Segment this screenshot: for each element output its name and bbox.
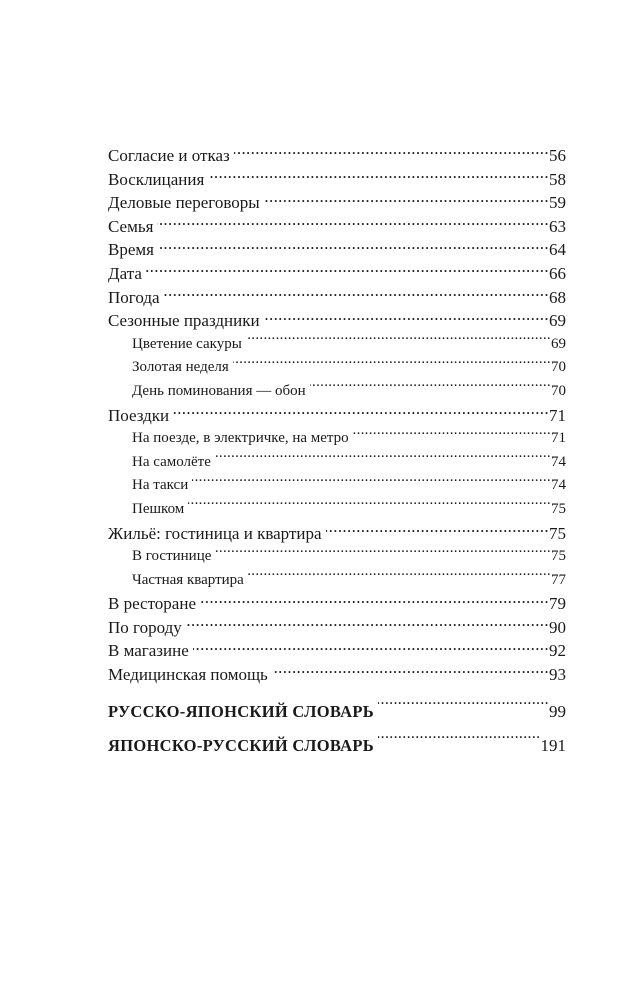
toc-subentry-row: [108, 427, 566, 451]
toc-entry-page-number: 68: [549, 287, 566, 307]
toc-major-entry-row: [108, 695, 566, 729]
toc-entry-title: Семья: [108, 216, 154, 236]
toc-major-list: [108, 695, 566, 763]
dot-leader: [164, 286, 549, 303]
toc-entry-page-number: 92: [549, 641, 566, 661]
dot-leader: [208, 168, 549, 185]
toc-entry-row: [108, 168, 566, 192]
dot-leader: [272, 663, 549, 680]
toc-subentry-row: [108, 498, 566, 522]
toc-entry-row: [108, 286, 566, 310]
toc-entry-row: [108, 639, 566, 663]
toc-entry-page-number: 69: [549, 311, 566, 331]
toc-entry-page-number: 58: [549, 169, 566, 189]
dot-leader: [188, 498, 551, 513]
toc-entry-title: Медицинская помощь: [108, 665, 268, 685]
dot-leader: [248, 569, 551, 584]
toc-entry-title: Восклицания: [108, 169, 205, 189]
toc-subentry-page-number: 71: [551, 430, 566, 447]
toc-subentry-page-number: 75: [551, 548, 566, 565]
toc-entry-title: Погода: [108, 287, 160, 307]
toc-entry-title: Сезонные праздники: [108, 311, 260, 331]
dot-leader: [173, 404, 549, 421]
toc-subentry-row: [108, 569, 566, 593]
toc-subentry-title: Пешком: [132, 500, 185, 517]
toc-entry-title: Жильё: гостиница и квартира: [108, 523, 322, 543]
toc-subentry-title: На такси: [132, 477, 189, 494]
toc-entry-title: Дата: [108, 263, 142, 283]
toc-entry-page-number: 90: [549, 617, 566, 637]
toc-entry-page-number: 71: [549, 405, 566, 425]
toc-entry-row: [108, 522, 566, 546]
dot-leader: [310, 380, 551, 395]
toc-entries-list: [108, 144, 566, 687]
toc-entry-row: [108, 191, 566, 215]
toc-subentry-title: Цветение сакуры: [132, 335, 242, 352]
toc-entry-row: [108, 215, 566, 239]
toc-subentry-row: [108, 380, 566, 404]
toc-subentry-title: Золотая неделя: [132, 359, 229, 376]
toc-subentry-title: Частная квартира: [132, 571, 244, 588]
dot-leader: [146, 262, 549, 279]
toc-entry-title: Время: [108, 240, 154, 260]
toc-entry-page-number: 66: [549, 263, 566, 283]
toc-entry-page-number: 63: [549, 216, 566, 236]
dot-leader: [326, 522, 549, 539]
toc-entry-row: [108, 404, 566, 428]
toc-entry-row: [108, 309, 566, 333]
toc-major-entry-page-number: 191: [540, 735, 566, 755]
toc-subentry-title: На самолёте: [132, 453, 211, 470]
toc-entry-row: [108, 144, 566, 168]
toc-subentry-page-number: 70: [551, 359, 566, 376]
dot-leader: [193, 639, 549, 656]
toc-entry-row: [108, 616, 566, 640]
dot-leader: [157, 215, 549, 232]
toc-entry-row: [108, 262, 566, 286]
dot-leader: [215, 545, 551, 560]
toc-entry-page-number: 93: [549, 665, 566, 685]
toc-subentry-page-number: 75: [551, 500, 566, 517]
dot-leader: [158, 238, 549, 255]
dot-leader: [246, 333, 551, 348]
toc-major-entry-title: ЯПОНСКО-РУССКИЙ СЛОВАРЬ: [108, 735, 374, 755]
dot-leader: [234, 144, 549, 161]
toc-subentry-page-number: 77: [551, 571, 566, 588]
toc-entry-row: [108, 592, 566, 616]
toc-entry-title: Деловые переговоры: [108, 193, 260, 213]
toc-entry-page-number: 56: [549, 146, 566, 165]
toc-subentry-title: День поминования — обон: [132, 382, 306, 399]
dot-leader: [378, 701, 549, 717]
toc-subentry-row: [108, 545, 566, 569]
dot-leader: [192, 474, 551, 489]
toc-entry-title: Согласие и отказ: [108, 146, 230, 165]
toc-subentry-row: [108, 356, 566, 380]
toc-entry-page-number: 75: [549, 523, 566, 543]
dot-leader: [264, 191, 549, 208]
toc-entry-page-number: 59: [549, 193, 566, 213]
toc-subentry-page-number: 70: [551, 382, 566, 399]
toc-subentry-row: [108, 474, 566, 498]
toc-subentry-row: [108, 333, 566, 357]
toc-entry-title: В ресторане: [108, 594, 196, 614]
toc-entry-title: По городу: [108, 617, 182, 637]
dot-leader: [200, 592, 549, 609]
table-of-contents: [108, 144, 566, 763]
dot-leader: [378, 735, 541, 751]
toc-entry-title: В магазине: [108, 641, 189, 661]
toc-entry-title: Поездки: [108, 405, 170, 425]
toc-entry-page-number: 79: [549, 594, 566, 614]
toc-subentry-title: На поезде, в электричке, на метро: [132, 430, 349, 447]
dot-leader: [186, 616, 549, 633]
toc-subentry-page-number: 69: [551, 335, 566, 352]
dot-leader: [233, 356, 551, 371]
toc-subentry-page-number: 74: [551, 477, 566, 494]
toc-entry-row: [108, 663, 566, 687]
dot-leader: [215, 451, 551, 466]
toc-subentry-row: [108, 451, 566, 475]
toc-entry-row: [108, 238, 566, 262]
section-spacer: [108, 687, 566, 695]
dot-leader: [264, 309, 549, 326]
toc-subentry-page-number: 74: [551, 453, 566, 470]
toc-major-entry-title: РУССКО-ЯПОНСКИЙ СЛОВАРЬ: [108, 701, 374, 721]
toc-major-entry-page-number: 99: [549, 701, 566, 721]
toc-subentry-title: В гостинице: [132, 548, 212, 565]
dot-leader: [353, 427, 551, 442]
toc-entry-page-number: 64: [549, 240, 566, 260]
toc-major-entry-row: [108, 729, 566, 763]
